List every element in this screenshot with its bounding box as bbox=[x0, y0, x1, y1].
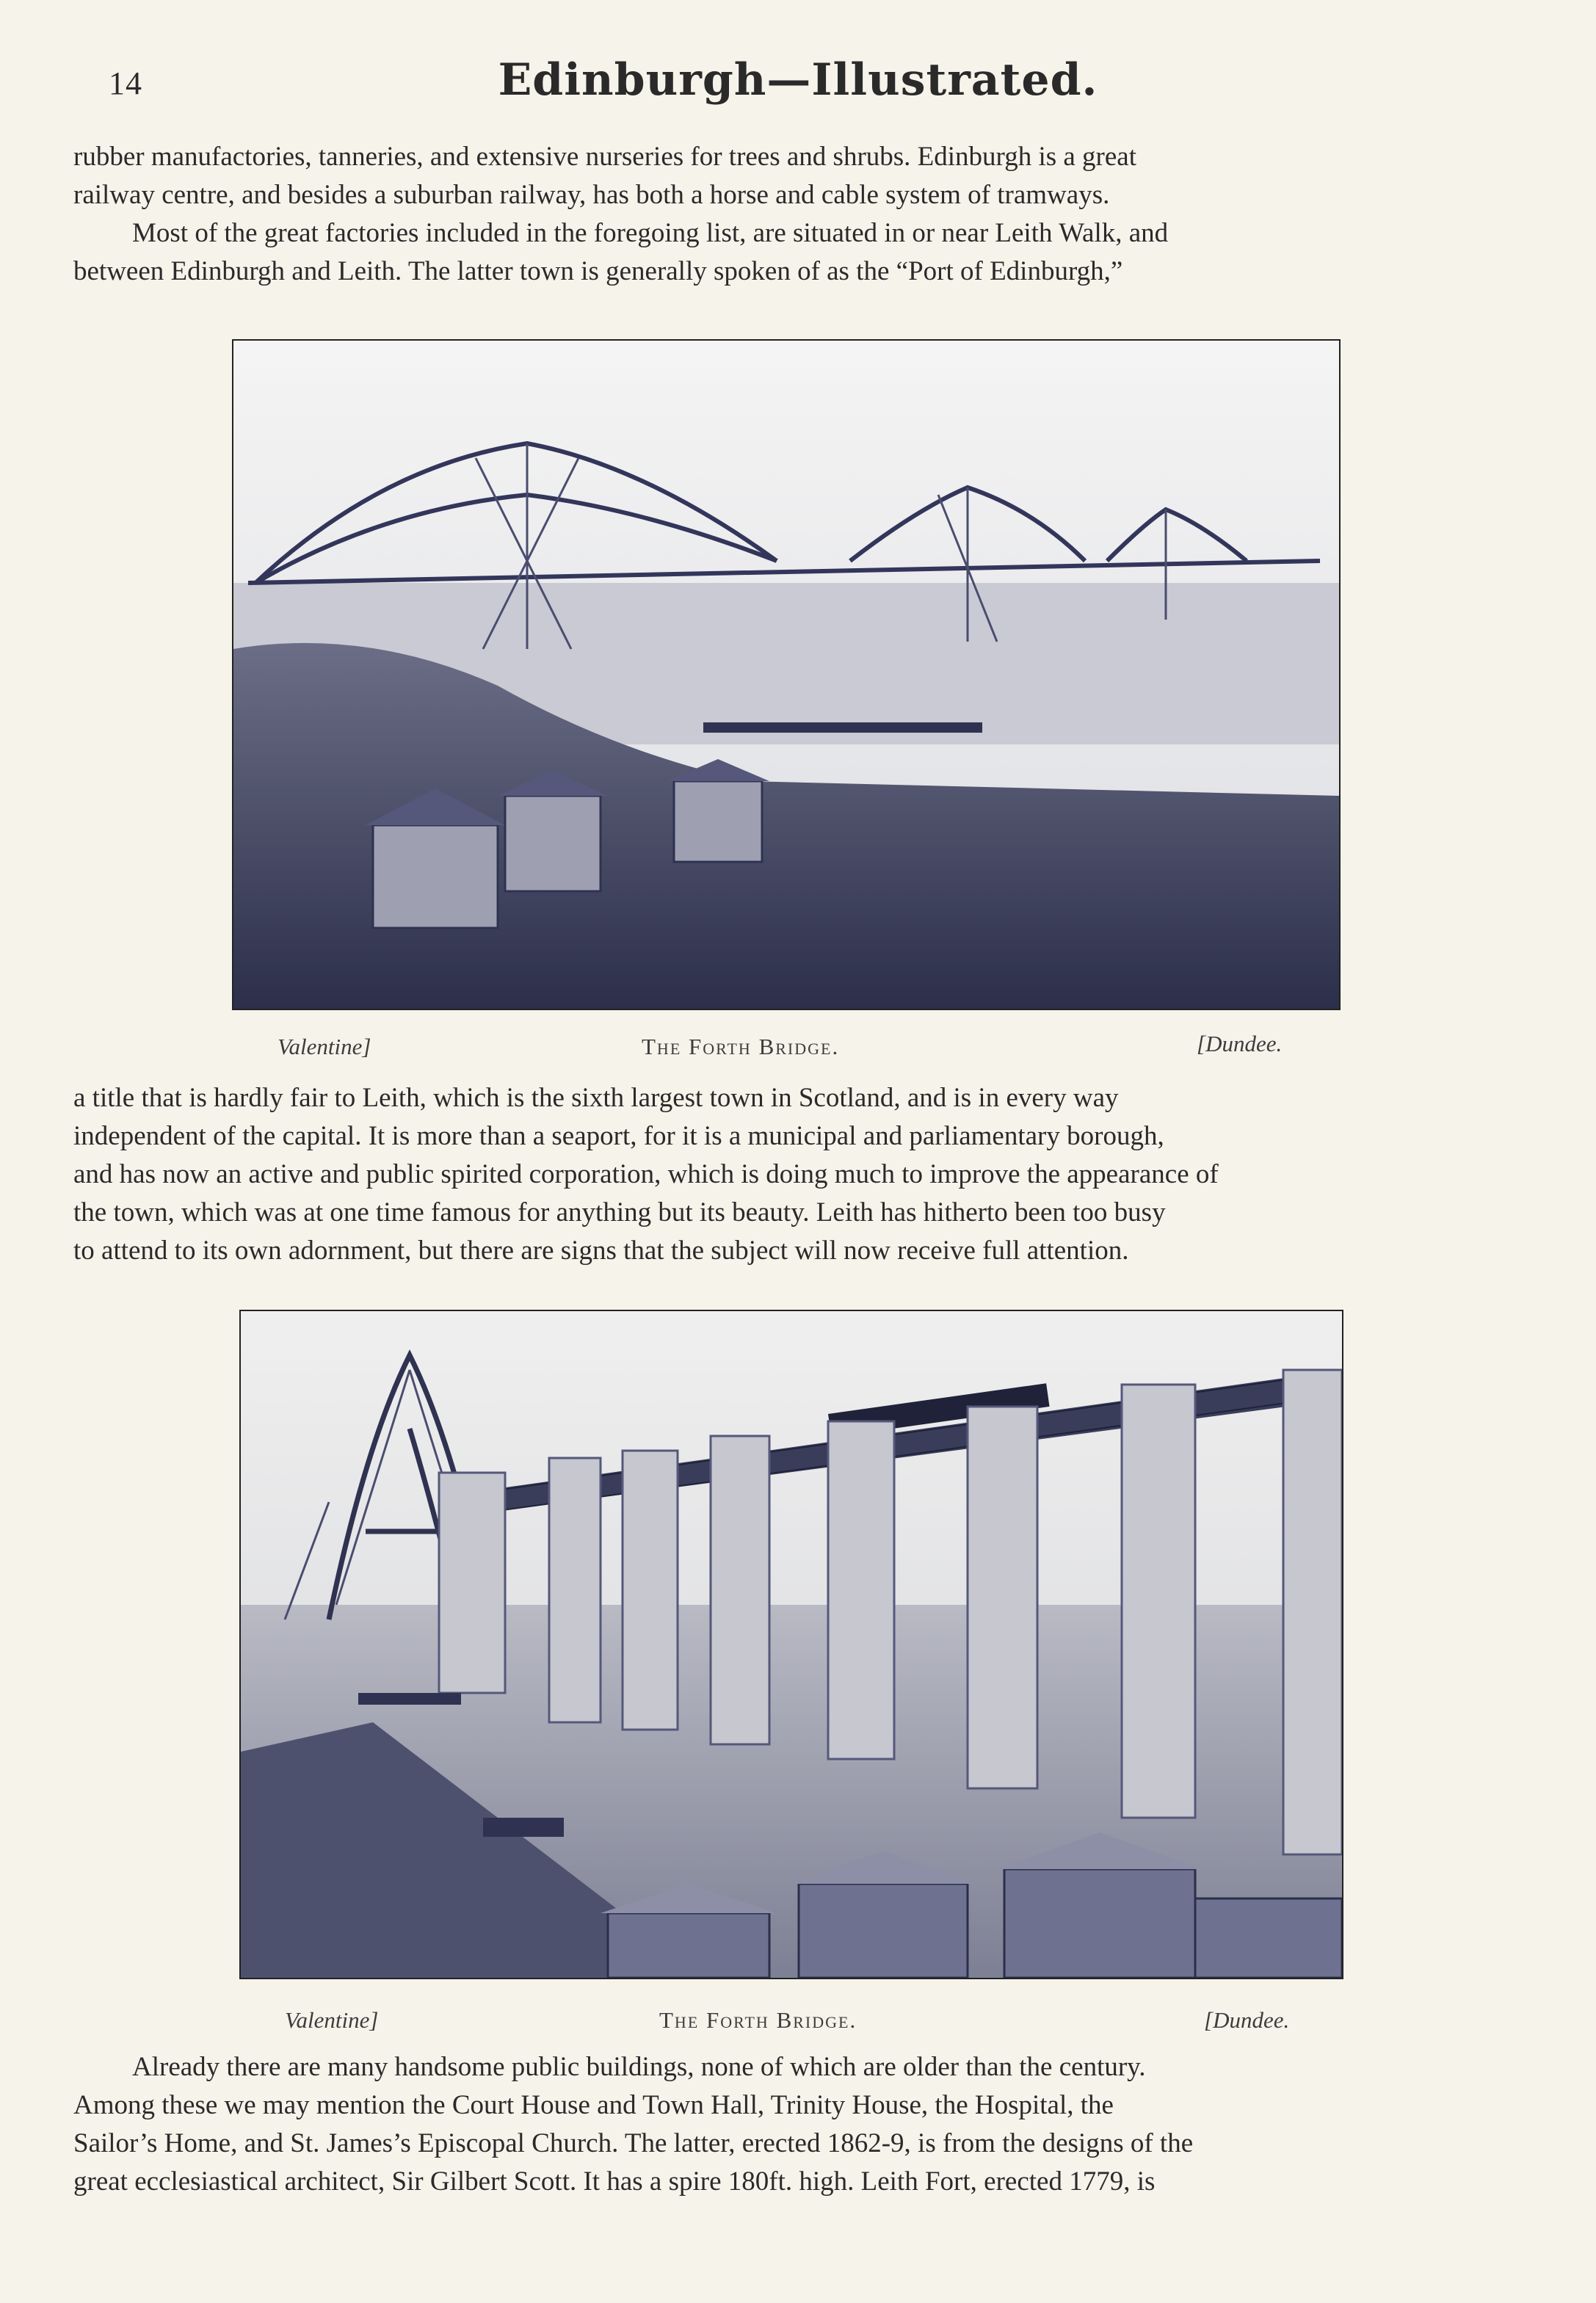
paragraph-1 bbox=[73, 138, 1490, 291]
photo-credit-left: Valentine] bbox=[285, 2007, 379, 2033]
running-title: Edinburgh—Illustrated. bbox=[498, 54, 1098, 106]
text-line: Sailor’s Home, and St. James’s Episcopal Church. The latter, erected 1862-9, is from the designs of the bbox=[73, 2128, 1194, 2158]
forth-bridge-photo-distant bbox=[232, 339, 1341, 1010]
text-line: great ecclesiastical architect, Sir Gilbert Scott. It has a spire 180ft. high. Leith Fort, erected 1779, is bbox=[73, 2166, 1156, 2197]
text-line: rubber manufactories, tanneries, and extensive nurseries for trees and shrubs. Edinburgh is a great bbox=[73, 142, 1137, 172]
page-number: 14 bbox=[109, 65, 142, 101]
halftone-engraving bbox=[241, 1311, 1342, 1978]
text-line: Among these we may mention the Court House and Town Hall, Trinity House, the Hospital, the bbox=[73, 2090, 1114, 2120]
photo-credit-right: [Dundee. bbox=[1204, 2007, 1290, 2033]
text-line: Most of the great factories included in the foregoing list, are situated in or near Leith Walk, and bbox=[132, 218, 1169, 248]
text-line: between Edinburgh and Leith. The latter town is generally spoken of as the “Port of Edinburgh,” bbox=[73, 256, 1123, 286]
paragraph-2 bbox=[73, 1079, 1490, 1270]
text-line: and has now an active and public spirited corporation, which is doing much to improve the appearance of bbox=[73, 1159, 1219, 1189]
photo-credit-left: Valentine] bbox=[278, 1034, 371, 1059]
text-line: Already there are many handsome public buildings, none of which are older than the century. bbox=[132, 2052, 1146, 2082]
text-line: railway centre, and besides a suburban railway, has both a horse and cable system of tramways. bbox=[73, 180, 1110, 210]
photo-credit-right: [Dundee. bbox=[1197, 1031, 1283, 1056]
photo-caption: The Forth Bridge. bbox=[642, 1034, 840, 1059]
text-line: independent of the capital. It is more than a seaport, for it is a municipal and parliamentary borough, bbox=[73, 1121, 1164, 1151]
photo-caption: The Forth Bridge. bbox=[659, 2007, 857, 2033]
text-line: a title that is hardly fair to Leith, which is the sixth largest town in Scotland, and is in every way bbox=[73, 1083, 1119, 1113]
paragraph-3 bbox=[73, 2048, 1490, 2201]
text-line: the town, which was at one time famous for anything but its beauty. Leith has hitherto been too busy bbox=[73, 1197, 1166, 1227]
forth-bridge-photo-piers bbox=[239, 1310, 1343, 1979]
text-line: to attend to its own adornment, but there are signs that the subject will now receive full attention. bbox=[73, 1236, 1129, 1266]
halftone-engraving bbox=[233, 341, 1339, 1009]
